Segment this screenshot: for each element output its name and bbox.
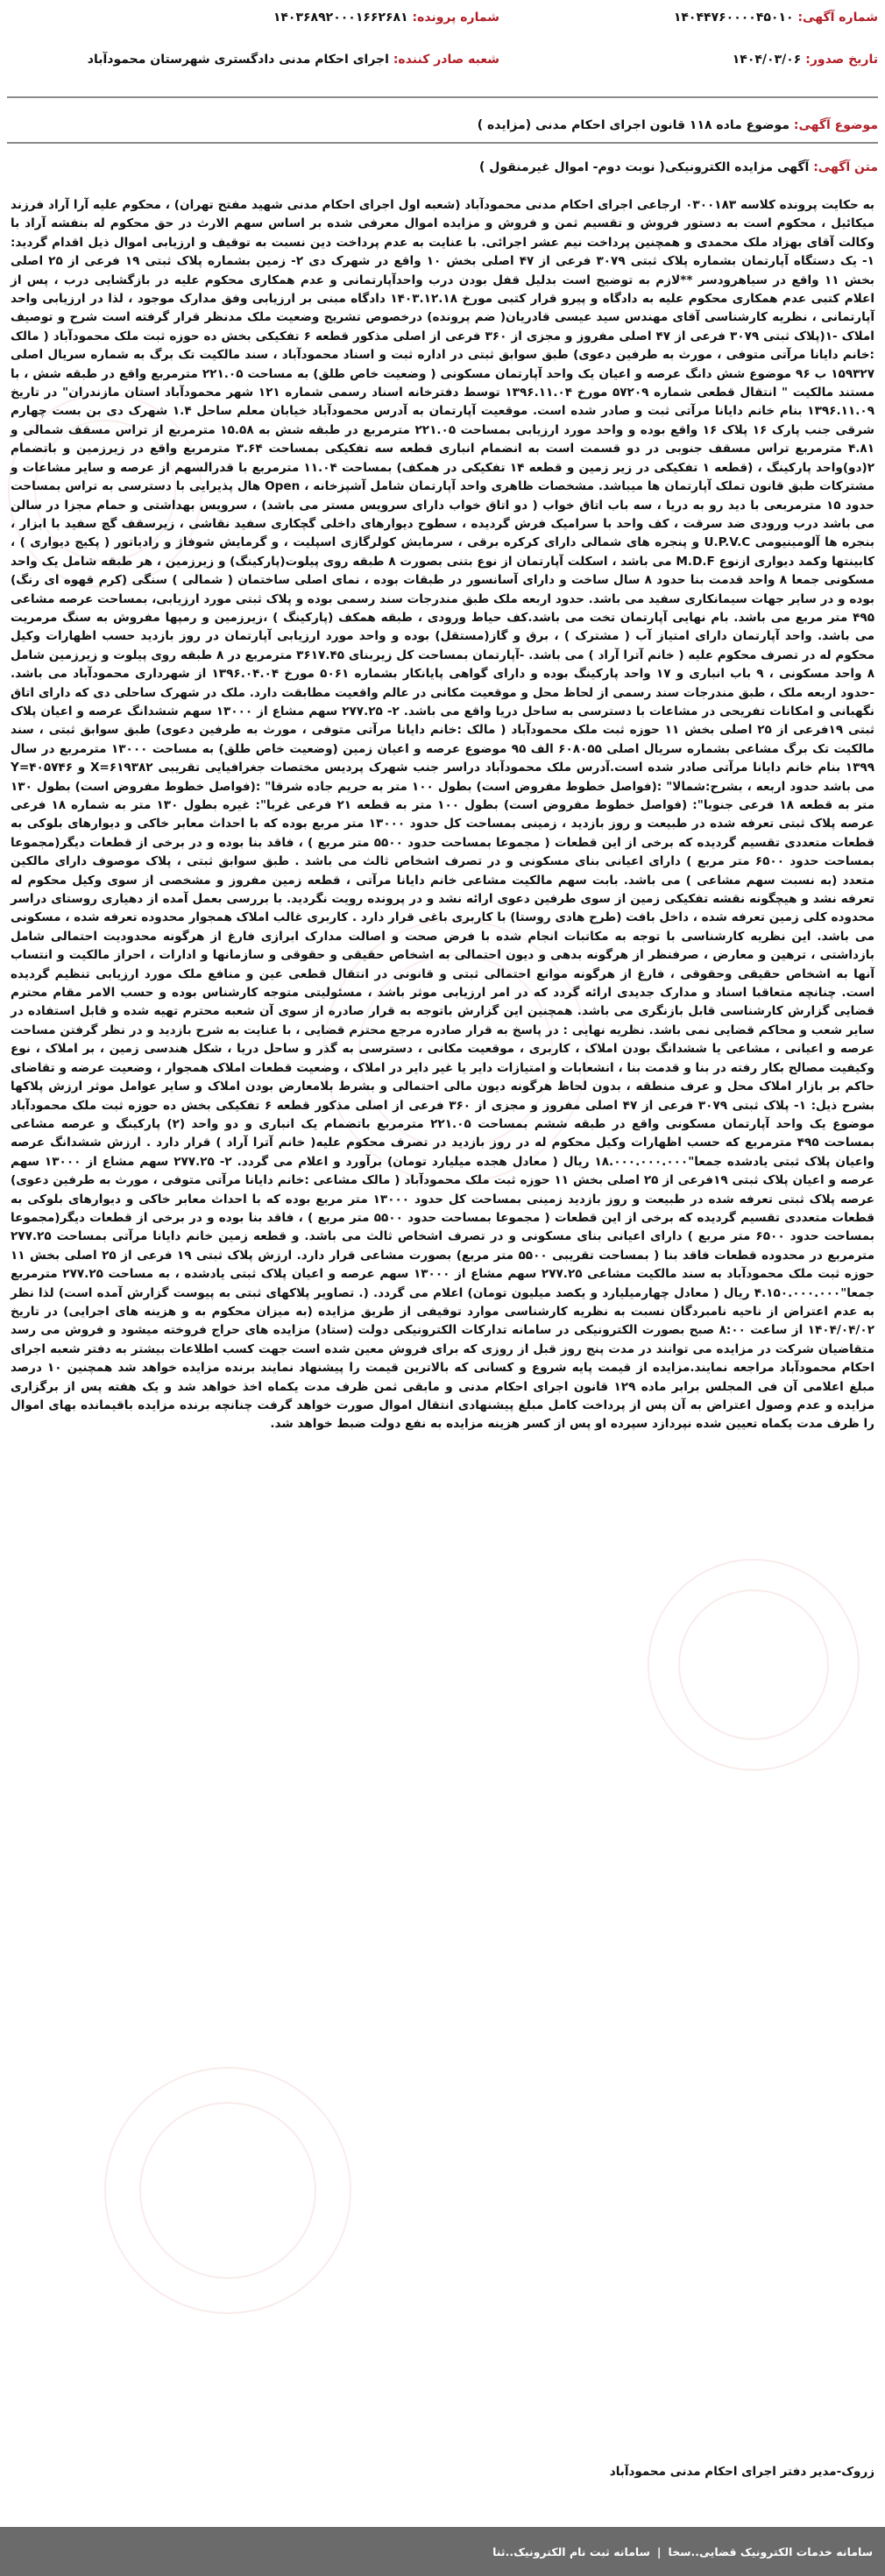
issue-date — [733, 51, 878, 68]
signature: زروک-مدیر دفتر اجرای احکام مدنی محمودآباد — [609, 2465, 874, 2479]
separator — [7, 96, 878, 98]
issuing-branch-value: اجرای احکام مدنی دادگستری شهرستان محمودآباد — [87, 53, 389, 67]
ad-text-value: آگهی مزایده الکترونیکی( نوبت دوم- اموال غیرمنقول ) — [479, 160, 810, 174]
ad-topic-value: موضوع ماده ۱۱۸ قانون اجرای احکام مدنی (مزایده ) — [477, 118, 789, 132]
issuing-branch-label: شعبه صادر کننده: — [393, 53, 499, 67]
separator — [7, 142, 878, 144]
ad-number-value: ۱۴۰۴۴۷۶۰۰۰۰۴۵۰۱۰ — [673, 11, 794, 25]
sakha-link[interactable]: سامانه خدمات الکترونیک قضایی..سخا — [668, 2544, 873, 2558]
sana-link[interactable]: سامانه ثبت نام الکترونیک..ثنا — [492, 2544, 650, 2558]
case-number — [273, 9, 499, 26]
issue-date-value: ۱۴۰۴/۰۳/۰۶ — [732, 53, 802, 67]
case-number-value: ۱۴۰۳۶۸۹۲۰۰۰۱۶۶۲۶۸۱ — [273, 11, 408, 25]
footer-divider: | — [656, 2544, 662, 2558]
case-number-label: شماره پرونده: — [412, 11, 499, 25]
ad-text-label: متن آگهی: — [813, 160, 878, 174]
ad-text-title — [479, 158, 878, 177]
header — [0, 0, 885, 119]
footer — [0, 2527, 885, 2576]
issue-date-label: تاریخ صدور: — [805, 53, 878, 67]
ad-body: به حکایت پرونده کلاسه ۰۳۰۰۱۸۳ ارجاعی اجرای احکام مدنی محمودآباد (شعبه اول اجرای احکام مدنی شهید مفتح تهران) ، محکوم علیه آرا آراد فرزند میکائیل ، محکوم است به دستور فروش و تقسیم ثمن و فروش و مزایده اموال معرفی شده بر اساس سهم الارث در حق محکوم له بنفشه آراد با وکالت آقای بهزاد ملک محمدی و همچنین پرداخت نیم عشر اجرائی. با عنایت به عدم پرداخت دین نسبت به توقیف و ارزیابی اموال ذیل اقدام گردید: ۱- یک دستگاه آپارتمان بشماره پلاک ثبتی ۳۰۷۹ فرعی از ۴۷ اصلی بخش ۱۰ واقع در شهرک دی ۲- زمین بشماره پلاک ثبتی ۱۹ فرعی از ۲۵ اصلی بخش ۱۱ واقع در سیاهرودسر **لازم به توضیح است بدلیل قفل بودن درب واحدآپارتمانی و عدم همکاری محکوم علیه در بازگشایی درب ، پس از اعلام کتبی عدم همکاری محکوم علیه به دادگاه و پیرو قرار کتبی مورخ ۱۴۰۳.۱۲.۱۸ دادگاه مبنی بر ارزیابی وفق مدارک موجود ، لذا در ارزیابی واحد آپارتمانی ، نظریه کارشناسی آقای مهندس سید عیسی قادریان( ضم پرونده) درخصوص تشریح وضعیت ملک مدنظر قرار گرفته است شرح و توصیف املاک -۱(پلاک ثبتی ۳۰۷۹ فرعی از ۴۷ اصلی مفروز و مجزی از ۳۶۰ فرعی از اصلی مذکور قطعه ۶ تفکیکی بخش ده حوزه ثبت ملک محمودآباد ( مالک :خانم دایانا مرآتی متوفی ، مورث به طرفین دعوی) طبق سوابق ثبتی در اداره ثبت و اسناد محمودآباد ، سند مالکیت تک برگ به شماره سریال اصلی ۱۵۹۳۲۷ ب ۹۶ موضوع شش دانگ عرصه و اعیان یک واحد آپارتمان مسکونی ( وضعیت خاص طلق) به مساحت ۲۲۱.۰۵ مترمربع واقع در طبقه شش ، با مستند مالکیت " انتقال قطعی شماره ۵۷۲۰۹ مورخ ۱۳۹۶.۱۱.۰۴ توسط دفترخانه اسناد رسمی شماره ۱۲۱ شهر محمودآباد استان مازندران" در تاریخ ۱۳۹۶.۱۱.۰۹ بنام خانم دایانا مرآتی ثبت و صادر شده است. موقعیت آپارتمان به آدرس محمودآباد خیابان معلم ساحل ۱.۴ شهرک دی بن بست چهارم شرقی جنب پارک ۱۶ پلاک ۱۶ واقع بوده و واحد مورد ارزیابی بمساحت ۲۲۱.۰۵ مترمربع در طبقه شش به ۱۵.۵۸ مترمربع از تراس مسقف شمالی و ۴.۸۱ مترمربع تراس مسقف جنوبی در دو قسمت است به انضمام انباری قطعه سه تفکیکی بمساحت ۳.۶۴ مترمربع واقع در زیرزمین و باتضمام ۲(دو)واحد پارکینگ ، (قطعه ۱ تفکیکی در زیر زمین و قطعه ۱۴ تفکیکی در همکف) بمساحت ۱۱.۰۴ مترمربع با قدرالسهم از عرصه و سایر مشاعات و مشترکات طبق قانون تملک آپارتمان ها میباشد. مشخصات ظاهری واحد آپارتمان شامل آشپزخانه ، Open هال پذیرایی با دسترسی به تراس بمساحت حدود ۱۵ مترمربعی با دید رو به دریا ، سه باب اتاق خواب ( دو اتاق خواب دارای سرویس مستر می باشد) ، سرویس بهداشتی و حمام مجزا در سالن می باشد درب ورودی ضد سرقت ، کف واحد با سرامیک فرش گردیده ، سطوح دیوارهای داخلی گچکاری سفید نقاشی ، زیرسقف گچ سفید با ابزار ، بنجره ها آلومینیومی U.P.V.C و پنجره های شمالی دارای کرکره برقی ، سرمایش کولرگازی اسپلیت ، و گرمایش شوفاژ و رادیاتور ( پکیج دیواری ) ، کابینتها وکمد دیواری ازنوع M.D.F می باشد ، اسکلت آپارتمان از نوع بتنی بصورت ۸ طبقه روی پیلوت(پارکینگ) و زیرزمین ، هر طبقه شامل یک واحد مسکونی جمعا ۸ واحد قدمت بنا حدود ۸ سال ساخت و دارای آسانسور در طبقات بوده ، نمای اصلی ساختمان ( شمالی ) سنگی (کرم قهوه ای رنگ) بوده و در سایر جهات سیمانکاری سفید می باشد. حدود اربعه ملک طبق مندرجات سند رسمی بوده و پلاک ثبتی مورد ارزیابی، بمساحت عرصه مشاعی ۴۹۵ متر مربع می باشد. بام نهایی آپارتمان تخت می باشد.کف حیاط ورودی ، طبقه همکف (پارکینگ ) ،زیرزمین و رمپها مفروش به سنگ مرمریت می باشد. واحد آپارتمان دارای امتیاز آب ( مشترک ) ، برق و گاز(مستقل) بوده و واحد مورد ارزیابی آپارتمان در روز بازدید حسب اظهارات وکیل محکوم له در تصرف محکوم علیه ( خانم آترا آراد ) می باشد. -آپارتمان بمساحت کل زیربنای ۳۶۱۷.۴۵ مترمربع در ۸ طبقه روی پیلوت و زیرزمین شامل ۸ واحد مسکونی ، ۹ باب انباری و ۱۷ واحد پارکینگ بوده و دارای گواهی پایانکار بشماره ۵۰۶۱ مورخ ۱۳۹۶.۰۴.۰۴ از شهرداری محمودآباد می باشد. -حدود اربعه ملک ، طبق مندرجات سند رسمی از لحاظ محل و موقعیت مکانی در عالم واقعیت مطابقت دارد. ملک در شهرک ساحلی دی که دارای اتاق نگهبانی و امکانات تفریحی در مشاعات با دسترسی به ساحل دریا واقع می باشد. ۲- ۲۷۷.۲۵ سهم مشاع از ۱۳۰۰۰ سهم ششدانگ عرصه و اعیان پلاک ثبتی ۱۹فرعی از ۲۵ اصلی بخش ۱۱ حوزه ثبت ملک محمودآباد ( مالک :خانم دایانا مرآتی متوفی ، مورث به طرفین دعوی) طبق سوابق ثبتی ، سند مالکیت تک برگ مشاعی بشماره سریال اصلی ۶۰۸۰۵۵ الف ۹۵ موضوع عرصه و اعیان زمین (وضعیت خاص طلق) به مساحت ۱۳۰۰۰ مترمربع در سال ۱۳۹۹ بنام خانم دایانا مرآتی صادر شده است.آدرس ملک محمودآباد دراسر جنب شهرک پردیس مختصات جغرافیایی تقریبی X=۶۱۹۳۸۲ و Y=۴۰۵۷۴۶ می باشد حدود اربعه ، بشرح:شمالا" :(فواصل خطوط مفروض است) بطول ۱۰۰ متر به حریم جاده شرقا" :(فواصل خطوط مفروض است) بطول ۱۳۰ متر به قطعه ۱۸ فرعی جنوبا": (فواصل خطوط مفروض است) بطول ۱۰۰ متر به قطعه ۲۱ فرعی غربا": غیره بطول ۱۳۰ متر به شماره ۱۸ فرعی عرصه پلاک ثبتی تعرفه شده در طبیعت و روز بازدید ، زمینی بمساحت کل حدود ۱۳۰۰۰ متر مربع بوده که با احداث معابر خاکی و دیوارهای بلوکی به قطعات متعددی تقسیم گردیده که برخی از این قطعات ( مجموعا بمساحت حدود ۵۵۰۰ متر مربع ) ، فاقد بنا بوده و در برخی از قطعات دیگر(مجموعا بمساحت حدود ۶۵۰۰ متر مربع ) دارای اعیانی بنای مسکونی و در تصرف اشخاص ثالث می باشد . طبق سوابق ثبتی ، پلاک موصوف دارای مالکین متعدد (به نسبت سهم مشاعی ) می باشد. بابت سهم مالکیت مشاعی خانم دایانا مرآتی ، قطعه زمین مفروز و مشخصی از سوی وکیل محکوم له تعرفه نشد و هیچگونه نقشه تفکیکی زمین از سوی طرفین دعوی ارائه نشد و در پرونده رویت نگردید. با بررسی بعمل آمده از دهیاری روستای دراسر محدوده کلی زمین تعرفه شده ، داخل بافت (طرح هادی روستا) با کاربری باغی قرار دارد . کاربری غالب املاک همجوار محدوده تعرفه شده ، مسکونی می باشد. این نظریه کارشناسی با توجه به مکاتبات انجام شده با فرض صحت و اصالت مدارک ابرازی فارغ از هرگونه محدودیت احتمالی شامل بازداشتی ، ترهین و معارض ، صرفنظر از هرگونه بدهی و دیون احتمالی به اشخاص حقیقی و حقوقی و سازمانها و ادارات ، احراز مالکیت و انتساب آنها به اشخاص حقیقی وحقوقی ، فارغ از هرگونه موانع احتمالی ثبتی و قانونی در انتقال قطعی عین و منافع ملک مورد ارزیابی تنظیم گردیده است. چنانچه متعاقبا اسناد و مدارک جدیدی ارائه گردد که در امر ارزیابی موثر باشد ، مسئولیتی متوجه کارشناس بوده و حسب الامر مقام محترم قضایی گزارش کارشناسی قابل بازنگری می باشد. همچنین این گزارش باتوجه به قرار صادره از سوی آن شعبه محترم تهیه شده و قابل استفاده در سایر شعب و محاکم قضایی نمی باشد. نظریه نهایی : در پاسخ به قرار صادره مرجع محترم قضایی ، با عنایت به شرح بازدید و در نظر گرفتن مساحت عرصه و اعیانی ، مشاعی یا ششدانگ بودن املاک ، کاربری ، موقعیت مکانی ، دسترسی به گذر و ساحل دریا ، شکل هندسی زمین ، بر املاک ، نوع وکیفیت مصالح بکار رفته در بنا و قدمت بنا ، انشعابات و امتیازات دایر یا غیر دایر در املاک ، وضعیت قطعات املاک همجوار ، وضعیت عرضه و تقاضای حاکم بر بازار املاک محل و عرف منطقه ، بدون لحاظ هرگونه دیون مالی احتمالی و بشرط بلامعارض بودن املاک و سایر عوامل موثر ارزش پلاکها بشرح ذیل: ۱- پلاک ثبتی ۳۰۷۹ فرعی از ۴۷ اصلی مفروز و مجزی از ۳۶۰ فرعی از اصلی مذکور قطعه ۶ تفکیکی بخش ده حوزه ثبت ملک محمودآباد موضوع یک واحد آپارتمان مسکونی واقع در طبقه ششم بمساحت ۲۲۱.۰۵ مترمربع باتضمام یک انباری و دو واحد (۲) پارکینگ و عرصه مشاعی بمساحت ۴۹۵ مترمربع که حسب اظهارات وکیل محکوم له در روز بازدید در تصرف محکوم علیه( خانم آترا آراد ) قرار دارد . ارزش ششدانگ عرصه واعیان پلاک ثبتی یادشده جمعا"۱۸.۰۰۰.۰۰۰.۰۰۰ ریال ( معادل هجده میلیارد تومان) برآورد و اعلام می گردد. ۲- ۲۷۷.۲۵ سهم مشاع از ۱۳۰۰۰ سهم عرصه و اعیان پلاک ثبتی ۱۹فرعی از ۲۵ اصلی بخش ۱۱ حوزه ثبت ملک محمودآباد ( مالک مشاعی :خانم دایانا مرآتی متوفی ، مورث به طرفین دعوی) عرصه پلاک ثبتی تعرفه شده در طبیعت و روز بازدید زمینی بمساحت کل حدود ۱۳۰۰۰ متر مربع بوده که با احداث معابر خاکی و دیوارهای بلوکی به قطعات متعددی تقسیم گردیده که برخی از این قطعات ( مجموعا بمساحت حدود ۵۵۰۰ متر مربع ) ، فاقد بنا بوده و در برخی از قطعات دیگر(مجموعا بمساحت حدود ۶۵۰۰ متر مربع ) دارای اعیانی بنای مسکونی و در تصرف اشخاص ثالث می باشد. و قطعه زمین خانم دایانا مرآتی بمساحت ۲۷۷.۲۵ مترمربع در محدوده قطعات فاقد بنا ( بمساحت تقریبی ۵۵۰۰ متر مربع) بصورت مشاعی قرار دارد. ارزش پلاک ثبتی ۱۹ فرعی از ۲۵ اصلی بخش ۱۱ حوزه ثبت ملک محمودآباد به سند مالکیت مشاعی ۲۷۷.۲۵ سهم مشاع از ۱۳۰۰۰ سهم عرصه و اعیان پلاک ثبتی یادشده ، به مساحت ۲۷۷.۲۵ مترمربع جمعا"۴.۱۵۰.۰۰۰.۰۰۰ ریال ( معادل چهارمیلیارد و یکصد میلیون تومان) اعلام می گردد. (. تصاویر پلاکهای ثبتی به پیوست گزارش آمده است) لذا نظر به عدم اعتراض از ناحیه نامبردگان نسبت به نظریه کارشناسی موارد توقیفی از طریق مزایده (به میزان محکوم به و هزینه های اجرایی) در تاریخ ۱۴۰۴/۰۴/۰۲ از ساعت ۸:۰۰ صبح بصورت الکترونیکی در سامانه تدارکات الکترونیکی دولت (ستاد) مزایده های حراج فروخته میشود و فروش می رسد متقاضیان شرکت در مزایده می توانند در مدت پنج روز قبل از روزی که برای فروش معین شده است جهت کسب اطلاعات بیشتر به دفتر شعبه اجرای احکام محمودآباد مراجعه نمایند.مزایده از قیمت پایه شروع و کسانی که بالاترین قیمت را پیشنهاد نمایند برنده مزایده خواهد شد همچنین ۱۰ درصد مبلغ اعلامی آن فی المجلس برابر ماده ۱۲۹ قانون اجرای احکام مدنی و مابقی ثمن ظرف مدت یکماه اخذ خواهد شد و یک هفته پس از برگزاری مزایده و عدم وصول اعتراض به آن پس از پرداخت کامل مبلغ پیشنهادی انتقال اموال صورت خواهد گرفت چنانچه برنده مزایده باقیمانده بهای اموال را ظرف مدت یکماه تعیین شده نپردازد سپرده او پس از کسر هزینه مزایده به نفع دولت ضبط خواهد شد. — [11, 198, 875, 1432]
issuing-branch — [88, 51, 499, 68]
ad-number-label: شماره آگهی: — [797, 11, 878, 25]
ad-topic-label: موضوع آگهی: — [793, 118, 878, 132]
ad-number — [674, 9, 878, 26]
ad-topic — [478, 116, 878, 135]
